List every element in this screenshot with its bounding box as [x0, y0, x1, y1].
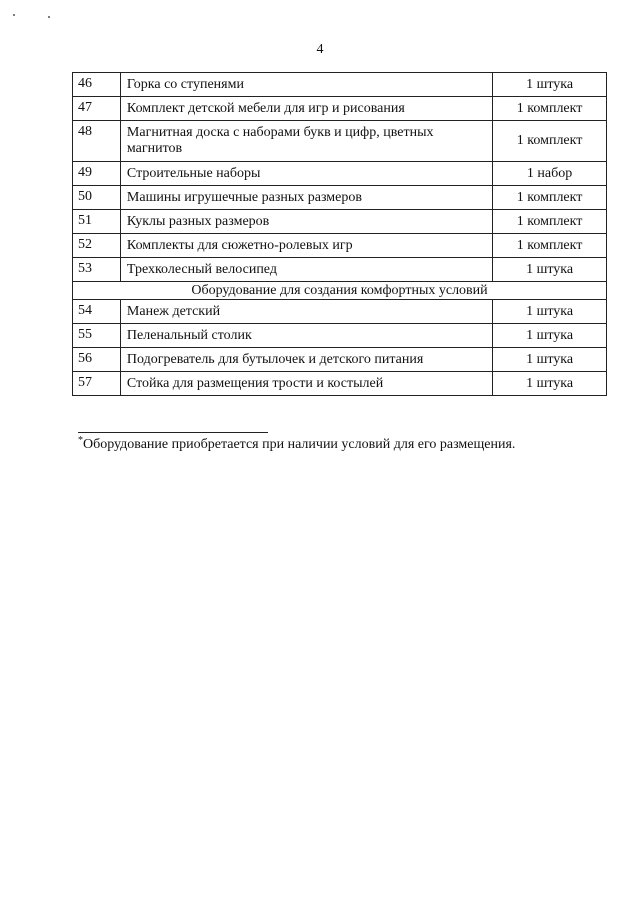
item-name: Комплекты для сюжетно-ролевых игр: [120, 234, 492, 258]
item-quantity: 1 штука: [493, 372, 607, 396]
table-row: [73, 121, 607, 162]
row-number: 46: [73, 73, 121, 97]
row-number: 48: [73, 121, 121, 162]
item-quantity: 1 штука: [493, 258, 607, 282]
row-number: 51: [73, 210, 121, 234]
item-quantity: 1 комплект: [493, 97, 607, 121]
table-row: [73, 372, 607, 396]
item-quantity: 1 комплект: [493, 210, 607, 234]
item-name: Строительные наборы: [120, 162, 492, 186]
row-number: 52: [73, 234, 121, 258]
footnote-text: Оборудование приобретается при наличии условий для его размещения.: [83, 437, 516, 452]
item-name: Подогреватель для бутылочек и детского питания: [120, 348, 492, 372]
table-row: [73, 210, 607, 234]
row-number: 50: [73, 186, 121, 210]
table-row: [73, 300, 607, 324]
item-name: Комплект детской мебели для игр и рисования: [120, 97, 492, 121]
item-name: Стойка для размещения трости и костылей: [120, 372, 492, 396]
table-row: [73, 97, 607, 121]
equipment-table: [72, 72, 607, 396]
table-row: [73, 324, 607, 348]
row-number: 49: [73, 162, 121, 186]
table-row: [73, 258, 607, 282]
item-name: Магнитная доска с наборами букв и цифр, цветных магнитов: [120, 121, 492, 162]
item-quantity: 1 комплект: [493, 186, 607, 210]
scan-speck: [13, 14, 15, 16]
item-quantity: 1 штука: [493, 348, 607, 372]
item-name: Машины игрушечные разных размеров: [120, 186, 492, 210]
row-number: 56: [73, 348, 121, 372]
table-row: [73, 162, 607, 186]
item-quantity: 1 набор: [493, 162, 607, 186]
item-name: Манеж детский: [120, 300, 492, 324]
scan-speck: [48, 16, 50, 18]
item-quantity: 1 комплект: [493, 234, 607, 258]
table-row: [73, 234, 607, 258]
footnote-marker: *: [78, 435, 83, 446]
item-name: Трехколесный велосипед: [120, 258, 492, 282]
page-number: 4: [316, 42, 324, 57]
item-name: Горка со ступенями: [120, 73, 492, 97]
item-name: Пеленальный столик: [120, 324, 492, 348]
row-number: 47: [73, 97, 121, 121]
item-quantity: 1 штука: [493, 324, 607, 348]
item-quantity: 1 штука: [493, 300, 607, 324]
footnote: [78, 437, 515, 453]
table-row: [73, 73, 607, 97]
footnote-separator: [78, 432, 268, 433]
item-quantity: 1 комплект: [493, 121, 607, 162]
row-number: 54: [73, 300, 121, 324]
section-title: Оборудование для создания комфортных условий: [73, 282, 607, 300]
item-quantity: 1 штука: [493, 73, 607, 97]
section-header-row: [73, 282, 607, 300]
table-row: [73, 348, 607, 372]
table-row: [73, 186, 607, 210]
row-number: 55: [73, 324, 121, 348]
row-number: 53: [73, 258, 121, 282]
item-name: Куклы разных размеров: [120, 210, 492, 234]
row-number: 57: [73, 372, 121, 396]
